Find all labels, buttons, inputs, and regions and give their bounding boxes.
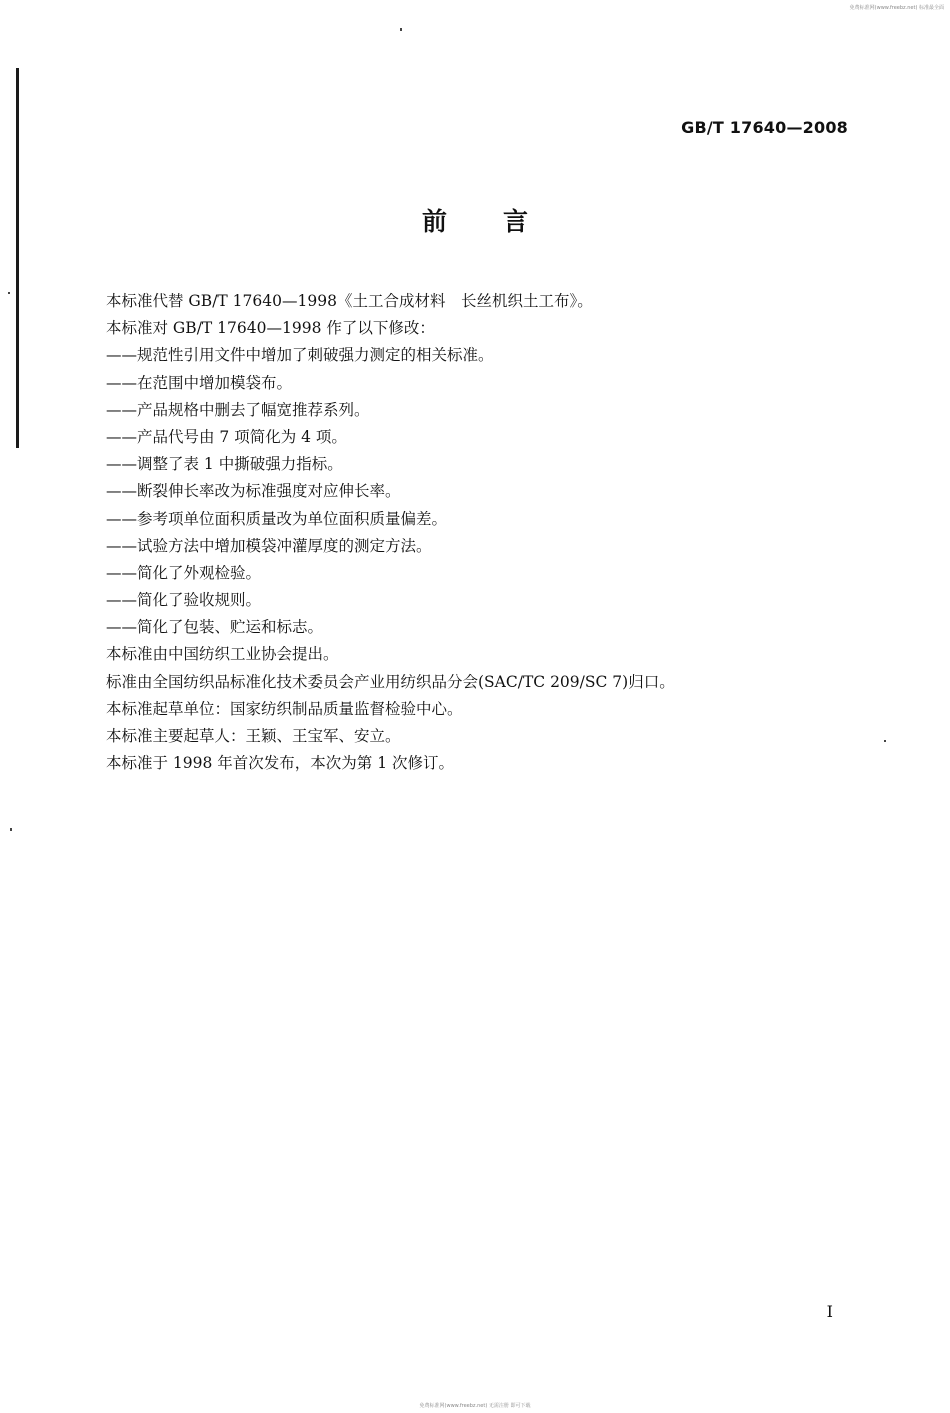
standard-number: GB/T 17640—2008 [681,118,848,137]
list-item: ——在范围中增加模袋布。 [106,373,293,392]
list-item: ——产品规格中删去了幅宽推荐系列。 [106,400,370,419]
paragraph-line: 本标准主要起草人：王颖、王宝军、安立。 [106,727,401,745]
scan-speck [10,828,12,831]
page-title: 前言 [421,207,584,236]
list-item: ——简化了外观检验。 [106,563,262,582]
foreword-body [106,288,866,777]
page-number: I [826,1302,833,1321]
paragraph-line: 标准由全国纺织品标准化技术委员会产业用纺织品分会(SAC/TC 209/SC 7)归口。 [106,672,675,691]
list-item: ——简化了包装、贮运和标志。 [106,618,324,637]
paragraph-line: 本标准由中国纺织工业协会提出。 [106,645,339,664]
scan-speck [884,740,886,742]
list-item: ——产品代号由 7 项简化为 4 项。 [106,427,347,446]
paragraph-line: 本标准对 GB/T 17640—1998 作了以下修改： [106,319,435,338]
watermark-top: 免费标准网(www.freebz.net) 标准最全面 [849,5,944,11]
paragraph-line: 本标准起草单位：国家纺织制品质量监督检验中心。 [106,699,463,718]
watermark-bottom: 免费标准网(www.freebz.net) 无需注册 即可下载 [419,1403,531,1409]
scan-speck [400,28,402,31]
paragraph-line: 本标准代替 GB/T 17640—1998《土工合成材料 长丝机织土工布》。 [106,292,593,310]
list-item: ——断裂伸长率改为标准强度对应伸长率。 [106,482,401,501]
list-item: ——规范性引用文件中增加了刺破强力测定的相关标准。 [106,346,494,365]
list-item: ——试验方法中增加模袋冲灌厚度的测定方法。 [106,536,432,555]
list-item: ——简化了验收规则。 [106,591,262,610]
list-item: ——参考项单位面积质量改为单位面积质量偏差。 [106,509,448,528]
paragraph-line: 本标准于 1998 年首次发布，本次为第 1 次修订。 [106,754,455,773]
scan-speck [8,292,10,294]
scan-edge-mark [16,68,19,448]
list-item: ——调整了表 1 中撕破强力指标。 [106,455,343,474]
